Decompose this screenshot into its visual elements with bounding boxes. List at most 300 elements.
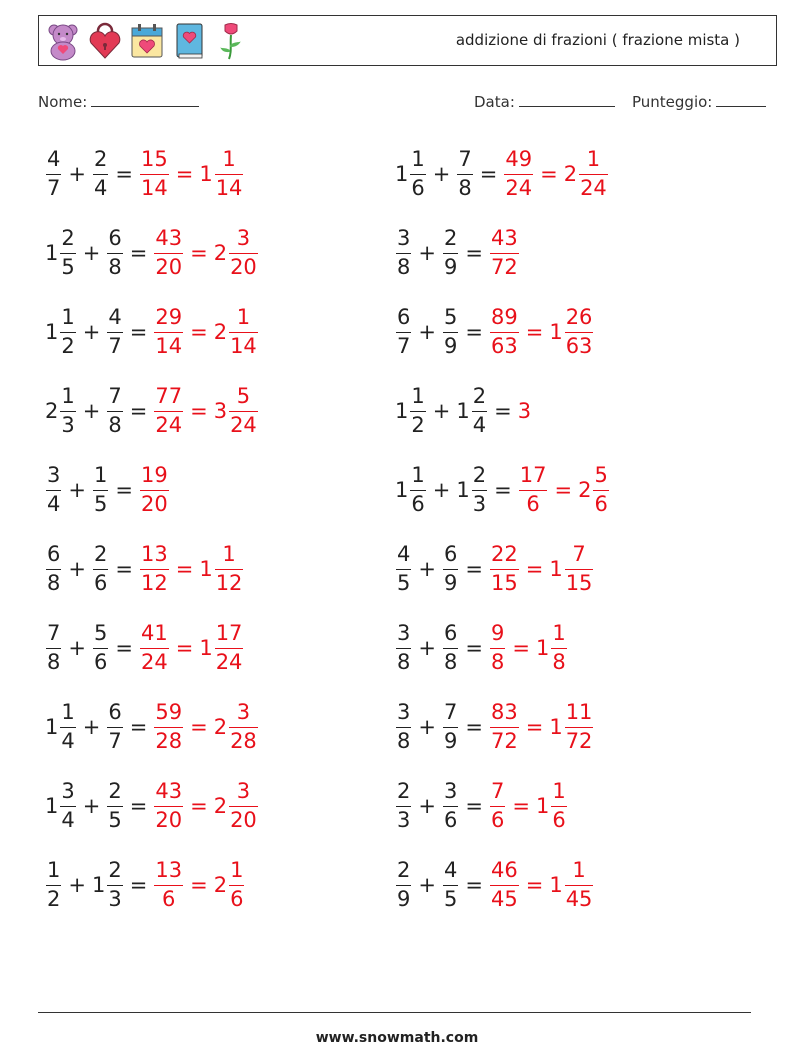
answer-fraction — [140, 462, 169, 517]
fraction-bar — [140, 648, 169, 650]
denominator: 20 — [155, 255, 183, 280]
denominator: 28 — [230, 729, 257, 754]
whole-number: 1 — [456, 399, 470, 423]
fraction-bar — [60, 253, 75, 255]
fraction-bar — [490, 806, 505, 808]
plus-sign: + — [418, 636, 436, 660]
fraction — [107, 304, 122, 359]
fraction-bar — [154, 332, 183, 334]
denominator: 6 — [93, 571, 108, 596]
fraction-bar — [472, 411, 487, 413]
problem-16 — [395, 697, 594, 757]
problem-17 — [45, 776, 259, 836]
fraction — [443, 620, 458, 675]
numerator: 6 — [443, 620, 458, 645]
plus-sign: + — [418, 873, 436, 897]
numerator: 7 — [572, 541, 586, 566]
denominator: 6 — [230, 887, 244, 912]
numerator: 6 — [397, 304, 411, 329]
denominator: 63 — [565, 334, 593, 359]
score-label: Punteggio: — [632, 93, 713, 111]
fraction — [443, 857, 458, 912]
fraction-bar — [579, 174, 608, 176]
teddy-bear-icon — [45, 21, 81, 61]
answer-whole-number: 1 — [199, 636, 213, 660]
fraction-bar — [46, 569, 61, 571]
answer-fraction — [565, 699, 594, 754]
equals-sign: = — [129, 715, 148, 739]
numerator: 1 — [236, 304, 251, 329]
denominator: 4 — [472, 413, 487, 438]
fraction-bar — [229, 411, 258, 413]
denominator: 8 — [552, 650, 566, 675]
equals-sign: = — [190, 715, 208, 739]
fraction — [46, 462, 61, 517]
numerator: 59 — [155, 699, 183, 724]
answer-fraction — [490, 304, 519, 359]
denominator: 8 — [490, 650, 505, 675]
equals-sign: = — [175, 557, 194, 581]
plus-sign: + — [82, 715, 101, 739]
denominator: 72 — [490, 729, 518, 754]
fraction-bar — [410, 490, 425, 492]
whole-number: 1 — [395, 162, 409, 186]
numerator: 5 — [594, 462, 608, 487]
numerator: 2 — [108, 778, 122, 803]
fraction-bar — [490, 569, 519, 571]
fraction — [472, 383, 487, 438]
denominator: 24 — [230, 413, 257, 438]
denominator: 5 — [61, 255, 75, 280]
header-icons — [45, 20, 249, 62]
fraction — [410, 383, 425, 438]
fraction — [396, 857, 411, 912]
fraction — [396, 778, 411, 833]
numerator: 41 — [140, 620, 168, 645]
problem-3 — [45, 223, 259, 283]
numerator: 7 — [47, 620, 61, 645]
equals-sign: = — [465, 241, 483, 265]
fraction-bar — [60, 727, 75, 729]
fraction-bar — [46, 174, 61, 176]
answer-whole-number: 1 — [199, 162, 213, 186]
numerator: 2 — [472, 462, 487, 487]
fraction — [93, 146, 108, 201]
fraction-bar — [565, 569, 594, 571]
fraction-bar — [490, 885, 519, 887]
denominator: 12 — [215, 571, 243, 596]
fraction — [443, 225, 458, 280]
answer-whole-number: 2 — [213, 241, 228, 265]
fraction-bar — [46, 885, 61, 887]
fraction — [396, 304, 411, 359]
fraction-bar — [593, 490, 608, 492]
date-blank[interactable] — [519, 92, 615, 107]
answer-fraction — [504, 146, 533, 201]
numerator: 3 — [236, 778, 251, 803]
fraction-bar — [229, 332, 258, 334]
fraction — [443, 699, 458, 754]
numerator: 6 — [443, 541, 458, 566]
answer-fraction — [579, 146, 608, 201]
denominator: 5 — [108, 808, 122, 833]
fraction-bar — [154, 727, 183, 729]
answer-fraction — [565, 857, 594, 912]
worksheet-title: addizione di frazioni ( frazione mista ) — [455, 31, 740, 49]
fraction-bar — [490, 648, 505, 650]
plus-sign: + — [82, 399, 101, 423]
denominator: 5 — [397, 571, 411, 596]
plus-sign: + — [82, 241, 101, 265]
answer-fraction — [215, 146, 244, 201]
answer-whole-number: 2 — [213, 715, 228, 739]
denominator: 9 — [443, 334, 458, 359]
equals-sign: = — [465, 636, 483, 660]
equals-sign: = — [494, 399, 512, 423]
equals-sign: = — [175, 162, 194, 186]
equals-sign: = — [190, 241, 208, 265]
denominator: 45 — [490, 887, 518, 912]
fraction — [46, 857, 61, 912]
fraction-bar — [46, 648, 61, 650]
answer-whole-number: 1 — [549, 557, 563, 581]
fraction-bar — [215, 174, 244, 176]
equals-sign: = — [525, 873, 544, 897]
fraction-bar — [140, 174, 169, 176]
footer-divider — [38, 1012, 751, 1013]
fraction-bar — [396, 885, 411, 887]
equals-sign: = — [479, 162, 498, 186]
fraction-bar — [472, 490, 487, 492]
answer-whole-number: 2 — [213, 873, 228, 897]
numerator: 1 — [411, 146, 425, 171]
answer-fraction — [154, 778, 183, 833]
numerator: 83 — [490, 699, 518, 724]
numerator: 43 — [155, 225, 183, 250]
denominator: 14 — [140, 176, 168, 201]
denominator: 72 — [490, 255, 518, 280]
date-field — [474, 92, 615, 111]
denominator: 20 — [230, 255, 257, 280]
problem-1 — [45, 144, 244, 204]
whole-number: 2 — [45, 399, 59, 423]
answer-fraction — [229, 383, 258, 438]
numerator: 2 — [472, 383, 487, 408]
answer-fraction — [490, 620, 505, 675]
fraction — [107, 778, 122, 833]
fraction-bar — [93, 490, 108, 492]
whole-number: 1 — [45, 715, 59, 739]
answer-fraction — [490, 541, 519, 596]
equals-sign: = — [525, 715, 544, 739]
denominator: 8 — [47, 650, 61, 675]
numerator: 17 — [519, 462, 547, 487]
numerator: 26 — [565, 304, 593, 329]
equals-sign: = — [129, 794, 148, 818]
numerator: 1 — [552, 778, 566, 803]
fraction-bar — [457, 174, 472, 176]
problem-2 — [395, 144, 609, 204]
denominator: 8 — [397, 650, 411, 675]
problem-13 — [45, 618, 244, 678]
equals-sign: = — [554, 478, 573, 502]
numerator: 2 — [443, 225, 458, 250]
denominator: 3 — [472, 492, 487, 517]
equals-sign: = — [465, 557, 483, 581]
answer-fraction — [154, 699, 183, 754]
denominator: 14 — [215, 176, 243, 201]
fraction-bar — [140, 490, 169, 492]
plus-sign: + — [418, 794, 436, 818]
answer-whole-number: 2 — [578, 478, 592, 502]
fraction-bar — [229, 806, 258, 808]
denominator: 3 — [61, 413, 75, 438]
numerator: 9 — [490, 620, 505, 645]
equals-sign: = — [465, 873, 483, 897]
fraction-bar — [107, 727, 122, 729]
equals-sign: = — [129, 873, 148, 897]
numerator: 77 — [155, 383, 183, 408]
denominator: 20 — [155, 808, 183, 833]
denominator: 24 — [215, 650, 243, 675]
numerator: 7 — [490, 778, 505, 803]
fraction-bar — [396, 648, 411, 650]
answer-whole-number: 1 — [549, 873, 563, 897]
fraction — [46, 146, 61, 201]
answer-whole-number: 2 — [213, 794, 228, 818]
answer-fraction — [154, 225, 183, 280]
denominator: 4 — [93, 176, 108, 201]
fraction — [60, 304, 75, 359]
fraction-bar — [60, 411, 75, 413]
equals-sign: = — [129, 320, 148, 344]
numerator: 4 — [397, 541, 411, 566]
denominator: 14 — [155, 334, 183, 359]
answer-whole-number: 3 — [213, 399, 228, 423]
numerator: 4 — [47, 146, 61, 171]
numerator: 6 — [108, 699, 122, 724]
fraction-bar — [443, 569, 458, 571]
fraction — [472, 462, 487, 517]
answer-fraction — [140, 620, 169, 675]
answer-fraction — [565, 304, 594, 359]
equals-sign: = — [512, 794, 530, 818]
worksheet-header — [38, 15, 777, 66]
answer-fraction — [229, 225, 258, 280]
equals-sign: = — [129, 399, 148, 423]
answer-fraction — [490, 699, 519, 754]
problem-8 — [395, 381, 532, 441]
denominator: 12 — [140, 571, 168, 596]
numerator: 17 — [215, 620, 243, 645]
problem-11 — [45, 539, 244, 599]
plus-sign: + — [68, 873, 86, 897]
answer-fraction — [593, 462, 608, 517]
equals-sign: = — [465, 320, 483, 344]
fraction-bar — [396, 253, 411, 255]
numerator: 4 — [443, 857, 458, 882]
numerator: 1 — [93, 462, 108, 487]
denominator: 6 — [594, 492, 608, 517]
plus-sign: + — [82, 794, 101, 818]
plus-sign: + — [68, 162, 86, 186]
denominator: 20 — [230, 808, 257, 833]
denominator: 7 — [47, 176, 61, 201]
fraction-bar — [107, 411, 122, 413]
equals-sign: = — [115, 557, 133, 581]
denominator: 14 — [230, 334, 257, 359]
fraction-bar — [107, 885, 122, 887]
denominator: 9 — [443, 255, 458, 280]
numerator: 4 — [108, 304, 122, 329]
fraction-bar — [93, 648, 108, 650]
fraction-bar — [107, 332, 122, 334]
denominator: 6 — [526, 492, 540, 517]
equals-sign: = — [115, 162, 133, 186]
fraction-bar — [490, 727, 519, 729]
denominator: 6 — [411, 176, 425, 201]
equals-sign: = — [525, 320, 544, 344]
equals-sign: = — [129, 241, 148, 265]
fraction — [60, 699, 75, 754]
numerator: 3 — [397, 699, 411, 724]
answer-fraction — [490, 857, 519, 912]
numerator: 3 — [397, 225, 411, 250]
problem-10 — [395, 460, 610, 520]
fraction-bar — [396, 569, 411, 571]
numerator: 1 — [61, 699, 75, 724]
numerator: 1 — [230, 857, 244, 882]
denominator: 28 — [155, 729, 183, 754]
fraction-bar — [93, 174, 108, 176]
equals-sign: = — [115, 478, 133, 502]
fraction-bar — [410, 411, 425, 413]
plus-sign: + — [68, 557, 86, 581]
fraction-bar — [565, 332, 594, 334]
answer-fraction — [229, 778, 258, 833]
equals-sign: = — [512, 636, 530, 660]
numerator: 5 — [236, 383, 251, 408]
numerator: 5 — [93, 620, 108, 645]
denominator: 24 — [140, 650, 168, 675]
answer-fraction — [154, 383, 183, 438]
equals-sign: = — [540, 162, 558, 186]
footer-url: www.snowmath.com — [315, 1030, 479, 1046]
plus-sign: + — [432, 399, 451, 423]
denominator: 24 — [580, 176, 607, 201]
numerator: 89 — [490, 304, 518, 329]
fraction-bar — [154, 411, 183, 413]
plus-sign: + — [82, 320, 101, 344]
fraction-bar — [443, 648, 458, 650]
answer-fraction — [519, 462, 548, 517]
fraction-bar — [565, 885, 594, 887]
fraction-bar — [60, 332, 75, 334]
fraction — [410, 146, 425, 201]
numerator: 13 — [140, 541, 168, 566]
problem-6 — [395, 302, 594, 362]
fraction — [396, 225, 411, 280]
equals-sign: = — [190, 794, 208, 818]
answer-fraction — [565, 541, 594, 596]
numerator: 1 — [61, 383, 75, 408]
problem-7 — [45, 381, 259, 441]
denominator: 4 — [47, 492, 61, 517]
denominator: 72 — [565, 729, 593, 754]
numerator: 2 — [397, 778, 411, 803]
score-field — [632, 92, 766, 111]
fraction — [443, 541, 458, 596]
fraction-bar — [443, 727, 458, 729]
rose-icon — [213, 21, 249, 61]
name-blank[interactable] — [91, 92, 199, 107]
whole-number: 1 — [91, 873, 106, 897]
numerator: 43 — [490, 225, 518, 250]
denominator: 9 — [443, 571, 458, 596]
plus-sign: + — [432, 478, 451, 502]
numerator: 1 — [411, 462, 425, 487]
numerator: 7 — [458, 146, 472, 171]
problem-19 — [45, 855, 245, 915]
numerator: 3 — [397, 620, 411, 645]
fraction-bar — [215, 569, 244, 571]
whole-number: 1 — [395, 478, 409, 502]
fraction — [396, 620, 411, 675]
numerator: 3 — [236, 699, 251, 724]
numerator: 7 — [108, 383, 122, 408]
problem-12 — [395, 539, 594, 599]
score-blank[interactable] — [716, 92, 766, 107]
fraction-bar — [154, 885, 183, 887]
numerator: 5 — [443, 304, 458, 329]
fraction-bar — [229, 885, 244, 887]
denominator: 63 — [490, 334, 518, 359]
numerator: 11 — [565, 699, 593, 724]
problem-5 — [45, 302, 259, 362]
fraction-bar — [46, 490, 61, 492]
name-label: Nome: — [38, 93, 88, 111]
problem-15 — [45, 697, 259, 757]
equals-sign: = — [115, 636, 133, 660]
whole-number: 1 — [456, 478, 470, 502]
answer-whole-number: 1 — [199, 557, 213, 581]
fraction — [396, 699, 411, 754]
problem-18 — [395, 776, 568, 836]
answer-fraction — [215, 620, 244, 675]
denominator: 7 — [397, 334, 411, 359]
numerator: 1 — [411, 383, 425, 408]
denominator: 7 — [108, 334, 122, 359]
fraction-bar — [410, 174, 425, 176]
fraction-bar — [443, 332, 458, 334]
denominator: 2 — [61, 334, 75, 359]
fraction — [396, 541, 411, 596]
denominator: 8 — [397, 255, 411, 280]
plus-sign: + — [68, 478, 86, 502]
numerator: 29 — [155, 304, 183, 329]
answer-whole-number: 1 — [549, 320, 563, 344]
fraction — [107, 225, 122, 280]
plus-sign: + — [68, 636, 86, 660]
fraction-bar — [107, 806, 122, 808]
whole-number: 1 — [395, 399, 409, 423]
numerator: 43 — [155, 778, 183, 803]
answer-fraction — [229, 857, 244, 912]
plus-sign: + — [432, 162, 451, 186]
numerator: 1 — [572, 857, 586, 882]
fraction — [107, 857, 122, 912]
denominator: 7 — [108, 729, 122, 754]
